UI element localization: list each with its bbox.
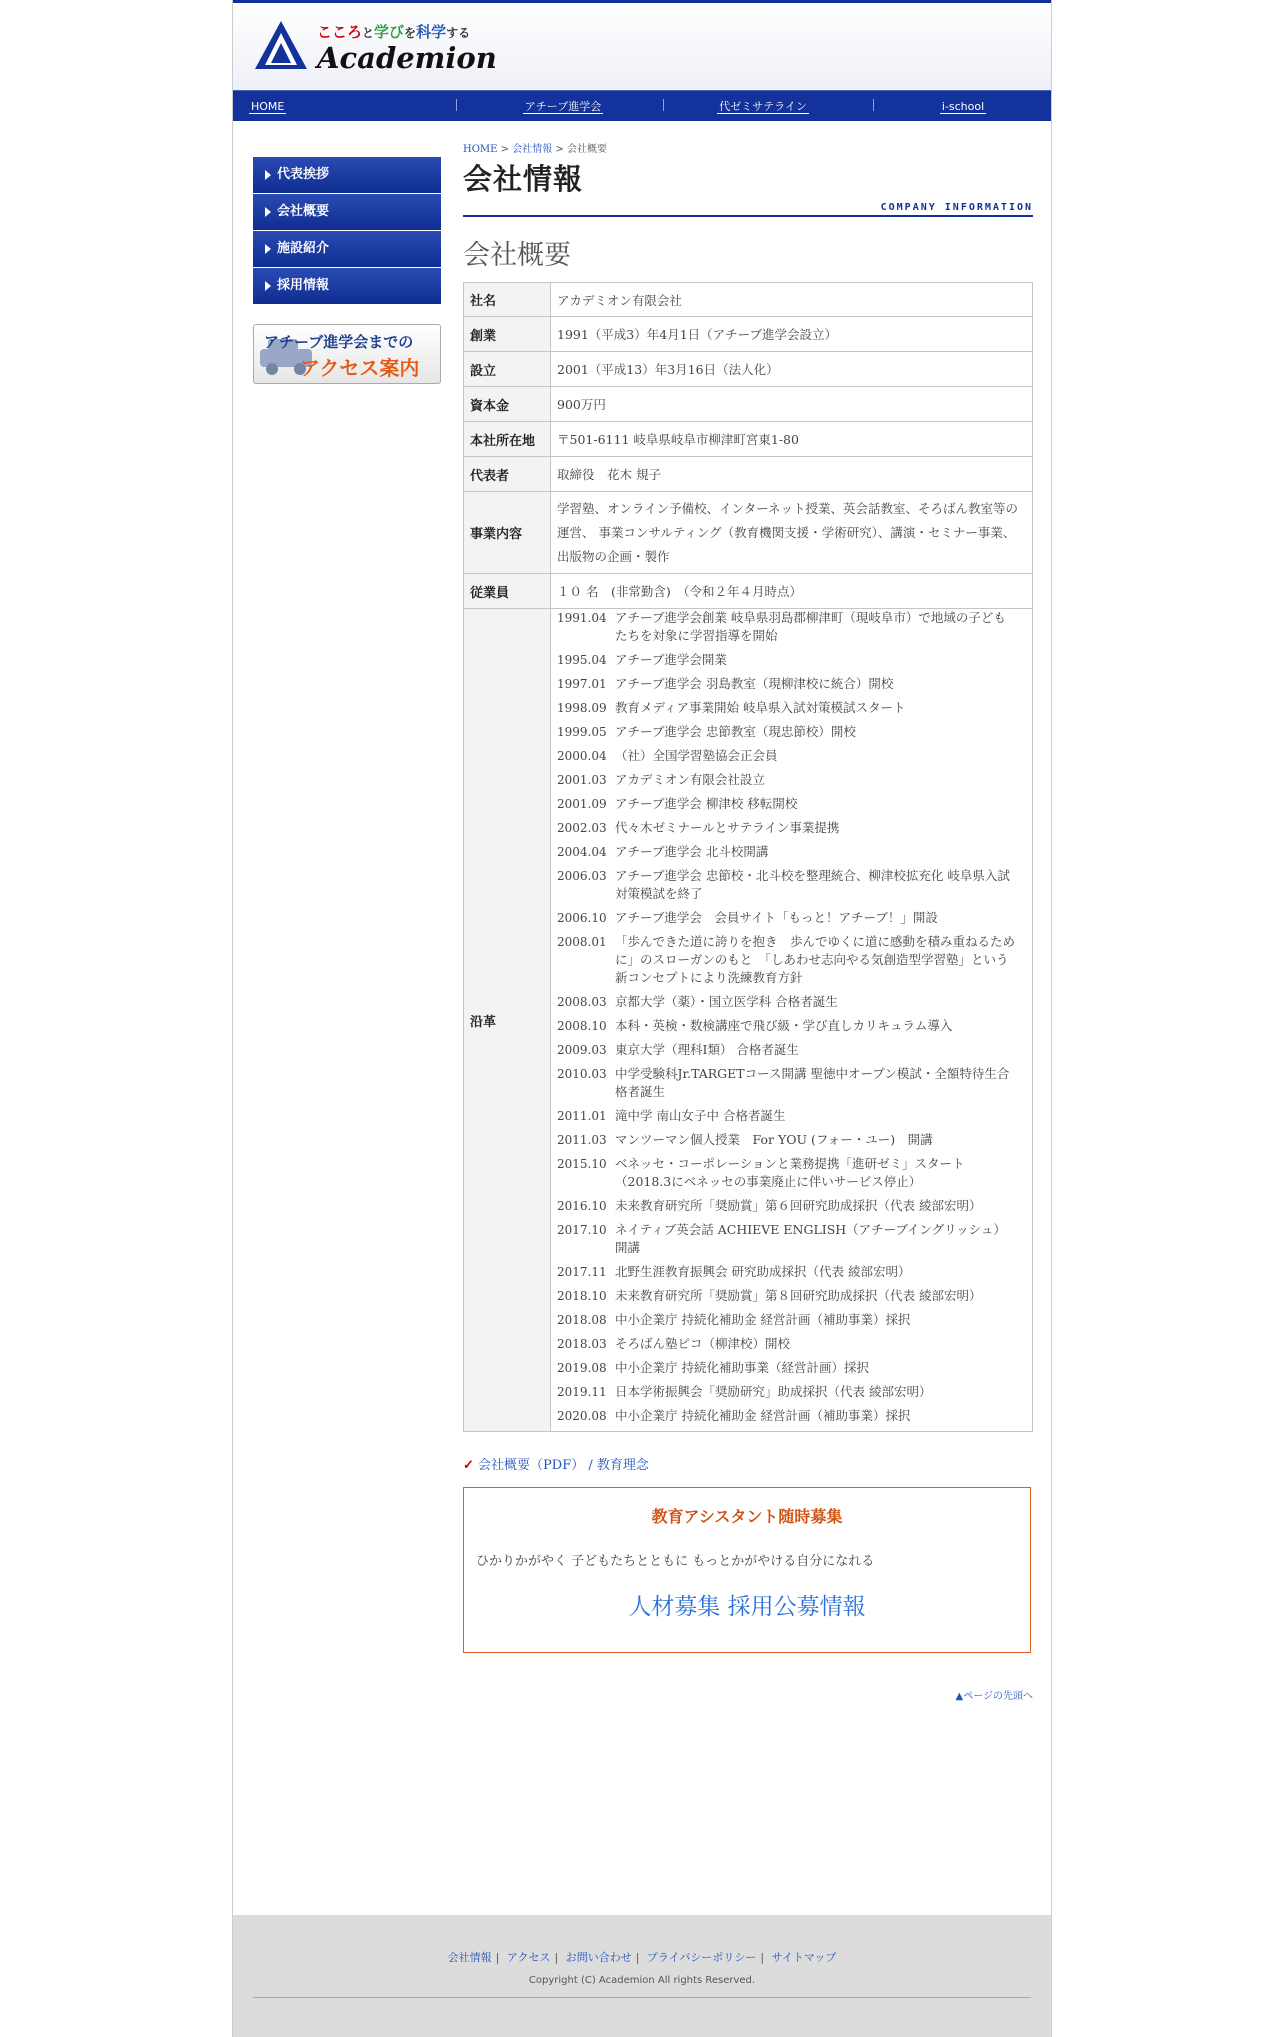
chevron-right-icon — [265, 281, 271, 291]
row-label: 従業員 — [464, 574, 551, 609]
footer-separator: | — [760, 1951, 765, 1964]
pdf-icon: ✓ — [463, 1458, 474, 1473]
history-item — [557, 795, 1026, 813]
row-label: 事業内容 — [464, 492, 551, 574]
history-text: アチーブ進学会創業 岐阜県羽島郡柳津町（現岐阜市）で地域の子どもたちを対象に学習指導を開始 — [615, 610, 1006, 643]
page-top-link[interactable]: ▲ページの先頭へ — [955, 1691, 1033, 1702]
page-title-en: COMPANY INFORMATION — [463, 202, 1033, 217]
history-date: 2015.10 — [557, 1157, 607, 1171]
gnav-yozemi[interactable] — [673, 91, 853, 121]
history-date: 1999.05 — [557, 725, 607, 739]
history-item — [557, 699, 1026, 717]
row-label: 創業 — [464, 317, 551, 352]
row-value: 1991（平成3）年4月1日（アチーブ進学会設立） — [551, 317, 1033, 352]
gnav-separator — [873, 99, 874, 111]
sidebar-item-label: 施設紹介 — [277, 241, 330, 256]
history-item — [557, 1131, 1026, 1149]
history-date: 2017.10 — [557, 1223, 607, 1237]
history-text: 未来教育研究所「奨励賞」第６回研究助成採択（代表 綾部宏明） — [615, 1198, 982, 1213]
history-text: 京都大学（薬）・国立医学科 合格者誕生 — [615, 994, 838, 1009]
history-text: マンツーマン個人授業 For YOU (フォー・ユー) 開講 — [615, 1132, 933, 1147]
table-row — [464, 317, 1033, 352]
history-text: 中小企業庁 持続化補助金 経営計画（補助事業）採択 — [615, 1312, 911, 1327]
history-date: 2002.03 — [557, 821, 607, 835]
history-text: アチーブ進学会 北斗校開講 — [615, 844, 769, 859]
history-date: 2000.04 — [557, 749, 607, 763]
gnav-home[interactable] — [249, 91, 309, 121]
history-item — [557, 819, 1026, 837]
history-text: 中学受験科Jr.TARGETコース開講 聖徳中オープン模試・全額特待生合格者誕生 — [615, 1066, 1010, 1099]
history-date: 1991.04 — [557, 611, 607, 625]
history-item — [557, 723, 1026, 741]
history-date: 2017.11 — [557, 1265, 607, 1279]
history-item — [557, 609, 1026, 645]
history-date: 2018.03 — [557, 1337, 607, 1351]
chevron-right-icon — [265, 244, 271, 254]
history-item — [557, 651, 1026, 669]
row-value: 学習塾、オンライン予備校、インターネット授業、英会話教室、そろばん教室等の運営、 事業コンサルティング（教育機関支援・学術研究）、講演・セミナー事業、出版物の企画・製作 — [551, 492, 1033, 574]
history-text: アチーブ進学会 柳津校 移転開校 — [615, 796, 798, 811]
gnav-achieve[interactable] — [483, 91, 643, 121]
sidebar-item-recruit[interactable] — [253, 268, 441, 304]
row-value: 取締役 花木 規子 — [551, 457, 1033, 492]
history-item — [557, 1065, 1026, 1101]
footer-separator: | — [495, 1951, 500, 1964]
history-item — [557, 1335, 1026, 1353]
row-value: １０ 名 (非常勤含) （令和２年４月時点） — [551, 574, 1033, 609]
footer — [233, 1915, 1051, 2037]
table-row — [464, 283, 1033, 317]
history-text: ネイティブ英会話 ACHIEVE ENGLISH（アチーブイングリッシュ）開講 — [615, 1222, 1006, 1255]
footer-link-sitemap[interactable]: サイトマップ — [771, 1951, 837, 1964]
gnav-ischool-label: i-school — [941, 100, 985, 113]
history-text: 中小企業庁 持続化補助事業（経営計画）採択 — [615, 1360, 869, 1375]
recruit-text: ひかりかがやく 子どもたちとともに もっとかがやける自分になれる — [476, 1554, 875, 1569]
tagline-part-5: 科学 — [416, 23, 447, 41]
history-text: （社）全国学習塾協会正会員 — [615, 748, 778, 763]
history-date: 2004.04 — [557, 845, 607, 859]
footer-link-privacy[interactable]: プライバシーポリシー — [646, 1951, 757, 1964]
history-date: 2011.03 — [557, 1133, 607, 1147]
sidebar-item-greeting[interactable] — [253, 157, 441, 193]
page-wrapper — [232, 0, 1052, 2037]
breadcrumb-current: 会社概要 — [567, 144, 607, 155]
breadcrumb — [463, 140, 1033, 154]
table-row — [464, 422, 1033, 457]
sidebar — [253, 157, 441, 384]
tagline-part-6: する — [446, 26, 471, 40]
row-value: アカデミオン有限会社 — [551, 283, 1033, 317]
history-date: 2010.03 — [557, 1067, 607, 1081]
history-text: 東京大学（理科Ⅰ類） 合格者誕生 — [615, 1042, 799, 1057]
history-text: 日本学術振興会「奨励研究」助成採択（代表 綾部宏明） — [615, 1384, 932, 1399]
history-text: 北野生涯教育振興会 研究助成採択（代表 綾部宏明） — [615, 1264, 911, 1279]
history-text: 未来教育研究所「奨励賞」第８回研究助成採択（代表 綾部宏明） — [615, 1288, 982, 1303]
tagline-part-3: 学び — [374, 23, 405, 41]
chevron-right-icon — [265, 207, 271, 217]
table-row — [464, 492, 1033, 574]
document-links — [463, 1454, 1033, 1473]
breadcrumb-company[interactable]: 会社情報 — [512, 144, 553, 155]
row-value: 〒501-6111 岐阜県岐阜市柳津町宮東1-80 — [551, 422, 1033, 457]
history-text: アチーブ進学会 忠節教室（現忠節校）開校 — [615, 724, 856, 739]
table-row — [464, 387, 1033, 422]
sidebar-item-facilities[interactable] — [253, 231, 441, 267]
logo-name[interactable]: Academion — [317, 41, 497, 75]
gnav-ischool[interactable] — [883, 91, 1043, 121]
history-date: 2009.03 — [557, 1043, 607, 1057]
history-item — [557, 843, 1026, 861]
history-date: 2020.08 — [557, 1409, 607, 1423]
company-pdf-link[interactable]: 会社概要（PDF） — [478, 1458, 585, 1473]
history-date: 2001.03 — [557, 773, 607, 787]
history-date: 2006.10 — [557, 911, 607, 925]
history-item — [557, 1017, 1026, 1035]
table-row — [464, 352, 1033, 387]
tagline-part-4: を — [404, 26, 417, 40]
history-item — [557, 771, 1026, 789]
logo-tagline — [317, 21, 470, 42]
gnav-home-label: HOME — [251, 100, 285, 113]
gnav-yozemi-label: 代ゼミサテライン — [719, 100, 807, 113]
access-banner-line1: アチーブ進学会までの — [264, 333, 414, 351]
history-item — [557, 747, 1026, 765]
sidebar-item-label: 採用情報 — [277, 278, 330, 293]
history-item — [557, 1407, 1026, 1425]
academion-logo-icon[interactable] — [253, 19, 309, 71]
row-label: 本社所在地 — [464, 422, 551, 457]
history-date: 1997.01 — [557, 677, 607, 691]
history-date: 2019.08 — [557, 1361, 607, 1375]
history-text: 滝中学 南山女子中 合格者誕生 — [615, 1108, 786, 1123]
history-date: 2008.03 — [557, 995, 607, 1009]
history-date: 2001.09 — [557, 797, 607, 811]
row-label: 設立 — [464, 352, 551, 387]
row-label: 代表者 — [464, 457, 551, 492]
row-label: 資本金 — [464, 387, 551, 422]
footer-divider — [253, 1997, 1031, 1998]
page-title: 会社情報 — [463, 162, 584, 196]
history-text: そろばん塾ピコ（柳津校）開校 — [615, 1336, 791, 1351]
footer-link-access[interactable]: アクセス — [506, 1951, 551, 1964]
header — [233, 3, 1051, 90]
history-date: 2016.10 — [557, 1199, 607, 1213]
history-item — [557, 1221, 1026, 1257]
footer-link-contact[interactable]: お問い合わせ — [565, 1951, 632, 1964]
table-row — [464, 574, 1033, 609]
tagline-part-2: と — [362, 26, 375, 40]
history-date: 2019.11 — [557, 1385, 607, 1399]
history-item — [557, 1359, 1026, 1377]
history-date: 2008.10 — [557, 1019, 607, 1033]
history-date: 2006.03 — [557, 869, 607, 883]
history-date: 2018.08 — [557, 1313, 607, 1327]
recruit-title: 教育アシスタント随時募集 — [651, 1507, 843, 1526]
philosophy-link[interactable]: 教育理念 — [596, 1458, 649, 1473]
history-item — [557, 933, 1026, 987]
history-date: 2008.01 — [557, 935, 607, 949]
sidebar-item-label: 代表挨拶 — [277, 167, 330, 182]
row-label: 社名 — [464, 283, 551, 317]
history-item — [557, 1383, 1026, 1401]
history-item — [557, 1287, 1026, 1305]
row-label: 沿革 — [464, 609, 551, 1432]
gnav-separator — [663, 99, 664, 111]
footer-link-company[interactable]: 会社情報 — [447, 1951, 492, 1964]
global-nav — [233, 90, 1051, 121]
table-row — [464, 457, 1033, 492]
history-item — [557, 1311, 1026, 1329]
sidebar-item-company-overview[interactable] — [253, 194, 441, 230]
gnav-achieve-label: アチーブ進学会 — [524, 100, 602, 113]
history-item — [557, 1197, 1026, 1215]
recruit-link[interactable]: 人材募集 採用公募情報 — [628, 1594, 866, 1620]
history-item — [557, 1041, 1026, 1059]
history-date: 1995.04 — [557, 653, 607, 667]
section-title: 会社概要 — [463, 240, 571, 271]
row-value: 900万円 — [551, 387, 1033, 422]
history-text: アチーブ進学会 羽島教室（現柳津校に統合）開校 — [615, 676, 894, 691]
footer-links — [233, 1949, 1051, 1965]
chevron-right-icon — [265, 170, 271, 180]
sidebar-item-label: 会社概要 — [277, 204, 330, 219]
history-item — [557, 1107, 1026, 1125]
row-value: 2001（平成13）年3月16日（法人化） — [551, 352, 1033, 387]
breadcrumb-home[interactable]: HOME — [463, 144, 498, 155]
history-date: 2011.01 — [557, 1109, 607, 1123]
history-text: アチーブ進学会 忠節校・北斗校を整理統合、柳津校拡充化 岐阜県入試対策模試を終了 — [615, 868, 1010, 901]
history-text: アカデミオン有限会社設立 — [615, 772, 765, 787]
history-item — [557, 1155, 1026, 1191]
history-item — [557, 867, 1026, 903]
history-text: ベネッセ・コーポレーションと業務提携「進研ゼミ」スタート（2018.3にベネッセの事業廃止に伴いサービス停止） — [615, 1156, 965, 1189]
history-date: 2018.10 — [557, 1289, 607, 1303]
history-text: 「歩んできた道に誇りを抱き 歩んでゆくに道に感動を積み重ねるために」のスローガンのもと 「しあわせ志向やる気創造型学習塾」という新コンセプトにより洗練教育方針 — [615, 934, 1016, 985]
history-date: 1998.09 — [557, 701, 607, 715]
history-text: アチーブ進学会 会員サイト「もっと！アチーブ！」開設 — [615, 910, 938, 925]
access-banner[interactable] — [253, 324, 441, 384]
copyright: Copyright (C) Academion All rights Reserved. — [528, 1975, 756, 1986]
history-text: 教育メディア事業開始 岐阜県入試対策模試スタート — [615, 700, 906, 715]
history-text: 中小企業庁 持続化補助金 経営計画（補助事業）採択 — [615, 1408, 911, 1423]
main-content — [463, 140, 1033, 1702]
history-item — [557, 909, 1026, 927]
tagline-part-1: こころ — [317, 23, 363, 41]
breadcrumb-separator: > — [500, 144, 510, 155]
recruit-box — [463, 1487, 1031, 1653]
gnav-separator — [456, 99, 457, 111]
history-text: アチーブ進学会開業 — [615, 652, 727, 667]
history-item — [557, 993, 1026, 1011]
link-separator: / — [588, 1458, 593, 1473]
history-item — [557, 1263, 1026, 1281]
table-row-history — [464, 609, 1033, 1432]
history-text: 代々木ゼミナールとサテライン事業提携 — [615, 820, 840, 835]
footer-separator: | — [635, 1951, 640, 1964]
history-text: 本科・英検・数検講座で飛び級・学び直しカリキュラム導入 — [615, 1018, 953, 1033]
history-item — [557, 675, 1026, 693]
breadcrumb-separator: > — [555, 144, 564, 155]
history-list — [551, 609, 1033, 1432]
access-banner-line2: アクセス案内 — [300, 356, 420, 380]
footer-separator: | — [554, 1951, 559, 1964]
company-info-table — [463, 282, 1033, 1432]
